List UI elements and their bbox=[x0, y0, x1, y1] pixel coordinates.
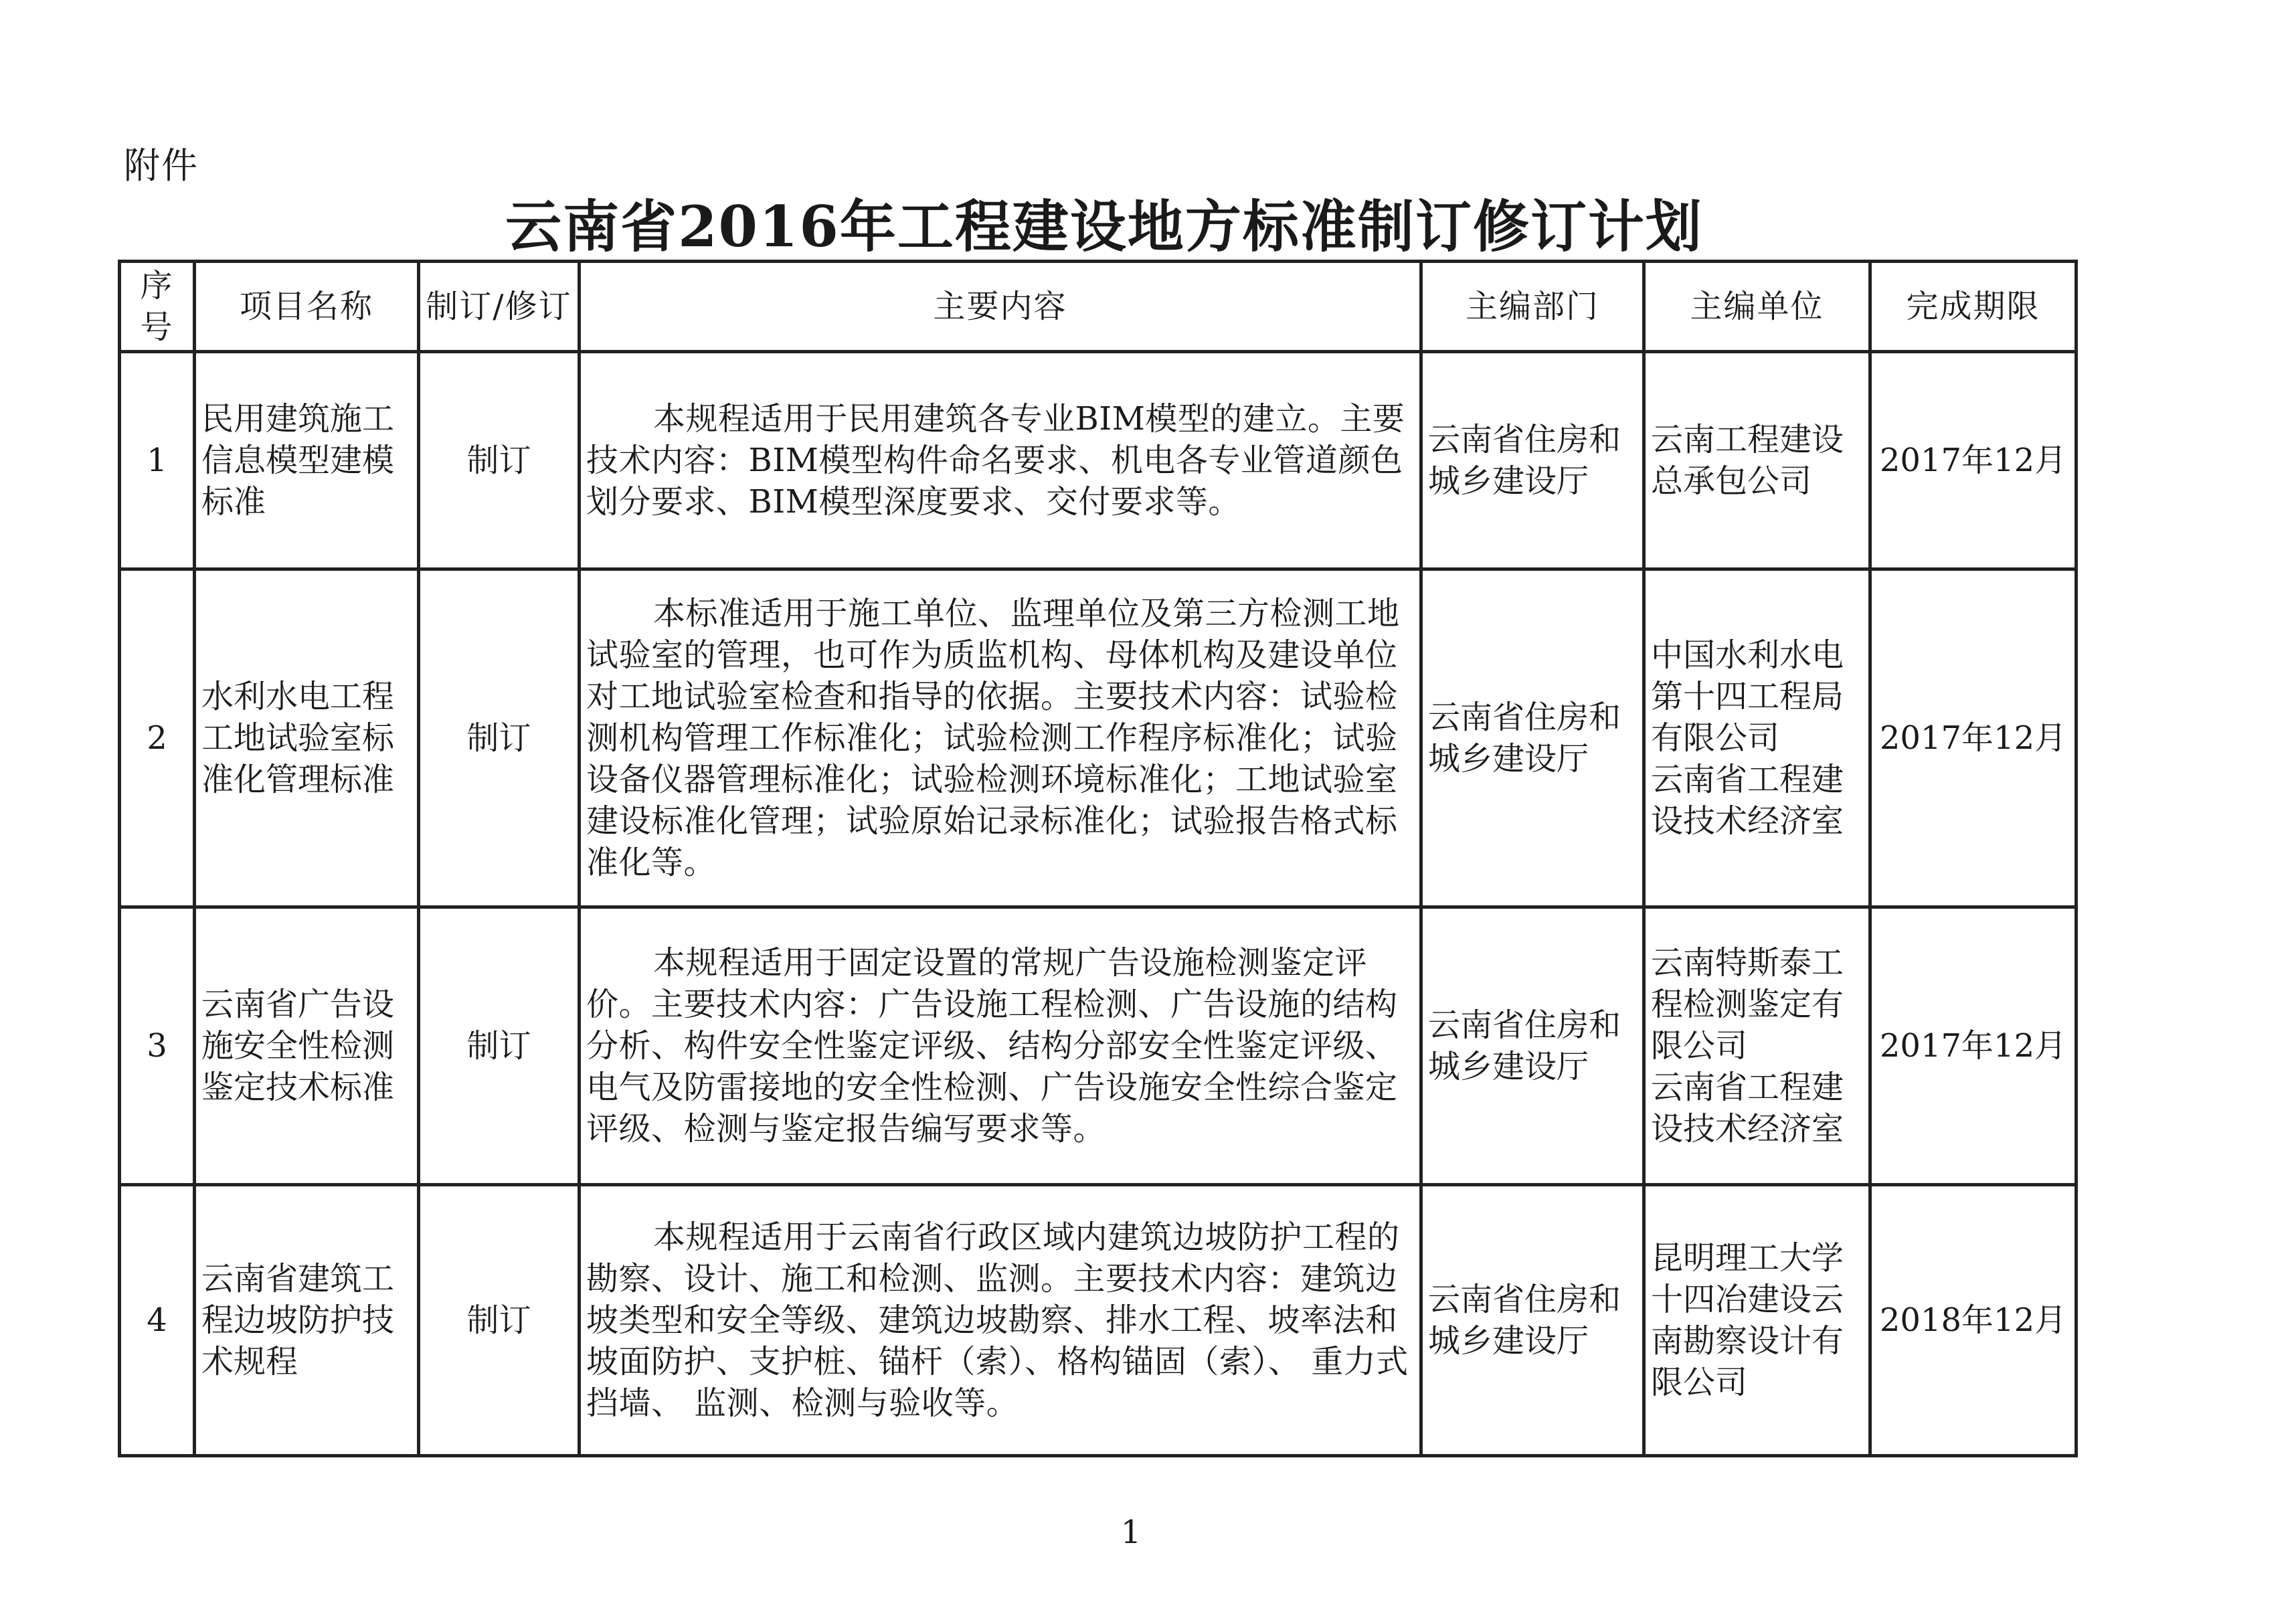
row-content-text: 本规程适用于云南省行政区域内建筑边坡防护工程的勘察、设计、施工和检测、监测。主要技术内容：建筑边坡类型和安全等级、建筑边坡勘察、排水工程、坡率法和坡面防护、支护桩、锚杆（索）、格构锚固（索）、 重力式挡墙、 监测、检测与验收等。 bbox=[586, 1219, 1409, 1422]
header-date: 完成期限 bbox=[1870, 262, 2077, 352]
attachment-label: 附件 bbox=[124, 145, 199, 187]
header-name: 项目名称 bbox=[195, 262, 419, 352]
table-row bbox=[120, 352, 2077, 569]
row-num: 1 bbox=[120, 352, 195, 569]
row-project-name: 云南省广告设施安全性检测鉴定技术标准 bbox=[195, 907, 419, 1185]
row-type: 制订 bbox=[419, 907, 580, 1185]
row-num: 2 bbox=[120, 569, 195, 907]
row-unit bbox=[1644, 907, 1870, 1185]
row-unit bbox=[1644, 1185, 1870, 1456]
row-content-text: 本规程适用于民用建筑各专业BIM模型的建立。主要技术内容：BIM模型构件命名要求、机电各专业管道颜色划分要求、BIM模型深度要求、交付要求等。 bbox=[586, 400, 1405, 521]
table-row bbox=[120, 1185, 2077, 1456]
header-dept: 主编部门 bbox=[1421, 262, 1644, 352]
row-num: 3 bbox=[120, 907, 195, 1185]
row-dept: 云南省住房和城乡建设厅 bbox=[1421, 907, 1644, 1185]
row-project-name: 云南省建筑工程边坡防护技术规程 bbox=[195, 1185, 419, 1456]
document-title: 云南省2016年工程建设地方标准制订修订计划 bbox=[505, 193, 1703, 260]
row-date: 2017年12月 bbox=[1870, 569, 2077, 907]
row-unit-name: 云南工程建设总承包公司 bbox=[1651, 421, 1844, 500]
standards-plan-table bbox=[118, 260, 2078, 1457]
row-content bbox=[580, 1185, 1421, 1456]
row-dept: 云南省住房和城乡建设厅 bbox=[1421, 569, 1644, 907]
header-content: 主要内容 bbox=[580, 262, 1421, 352]
header-num: 序号 bbox=[120, 262, 195, 352]
row-unit-name: 昆明理工大学十四冶建设云南勘察设计有限公司 bbox=[1651, 1239, 1844, 1401]
table-row bbox=[120, 907, 2077, 1185]
row-content bbox=[580, 907, 1421, 1185]
page-number: 1 bbox=[1120, 1514, 1142, 1551]
row-unit bbox=[1644, 569, 1870, 907]
row-unit bbox=[1644, 352, 1870, 569]
row-type: 制订 bbox=[419, 1185, 580, 1456]
row-date: 2018年12月 bbox=[1870, 1185, 2077, 1456]
row-unit-name: 中国水利水电第十四工程局有限公司 bbox=[1651, 636, 1844, 757]
row-date: 2017年12月 bbox=[1870, 352, 2077, 569]
row-type: 制订 bbox=[419, 352, 580, 569]
row-unit-name: 云南特斯泰工程检测鉴定有限公司 bbox=[1651, 944, 1844, 1065]
row-date: 2017年12月 bbox=[1870, 907, 2077, 1185]
row-num: 4 bbox=[120, 1185, 195, 1456]
header-type: 制订/修订 bbox=[419, 262, 580, 352]
row-content-text: 本标准适用于施工单位、监理单位及第三方检测工地试验室的管理，也可作为质监机构、母体机构及建设单位对工地试验室检查和指导的依据。主要技术内容：试验检测机构管理工作标准化；试验检测工作程序标准化；试验设备仪器管理标准化；试验检测环境标准化；工地试验室建设标准化管理；试验原始记录标准化；试验报告格式标准化等。 bbox=[586, 595, 1400, 881]
row-dept: 云南省住房和城乡建设厅 bbox=[1421, 1185, 1644, 1456]
row-unit-name: 云南省工程建设技术经济室 bbox=[1651, 1069, 1844, 1148]
row-unit-name: 云南省工程建设技术经济室 bbox=[1651, 761, 1844, 840]
header-unit: 主编单位 bbox=[1644, 262, 1870, 352]
row-dept: 云南省住房和城乡建设厅 bbox=[1421, 352, 1644, 569]
row-content bbox=[580, 569, 1421, 907]
table-row bbox=[120, 569, 2077, 907]
table-header-row bbox=[120, 262, 2077, 352]
row-content-text: 本规程适用于固定设置的常规广告设施检测鉴定评价。主要技术内容：广告设施工程检测、广告设施的结构分析、构件安全性鉴定评级、结构分部安全性鉴定评级、电气及防雷接地的安全性检测、广告设施安全性综合鉴定评级、检测与鉴定报告编写要求等。 bbox=[586, 944, 1398, 1148]
row-project-name: 民用建筑施工信息模型建模标准 bbox=[195, 352, 419, 569]
row-project-name: 水利水电工程工地试验室标准化管理标准 bbox=[195, 569, 419, 907]
row-type: 制订 bbox=[419, 569, 580, 907]
row-content bbox=[580, 352, 1421, 569]
